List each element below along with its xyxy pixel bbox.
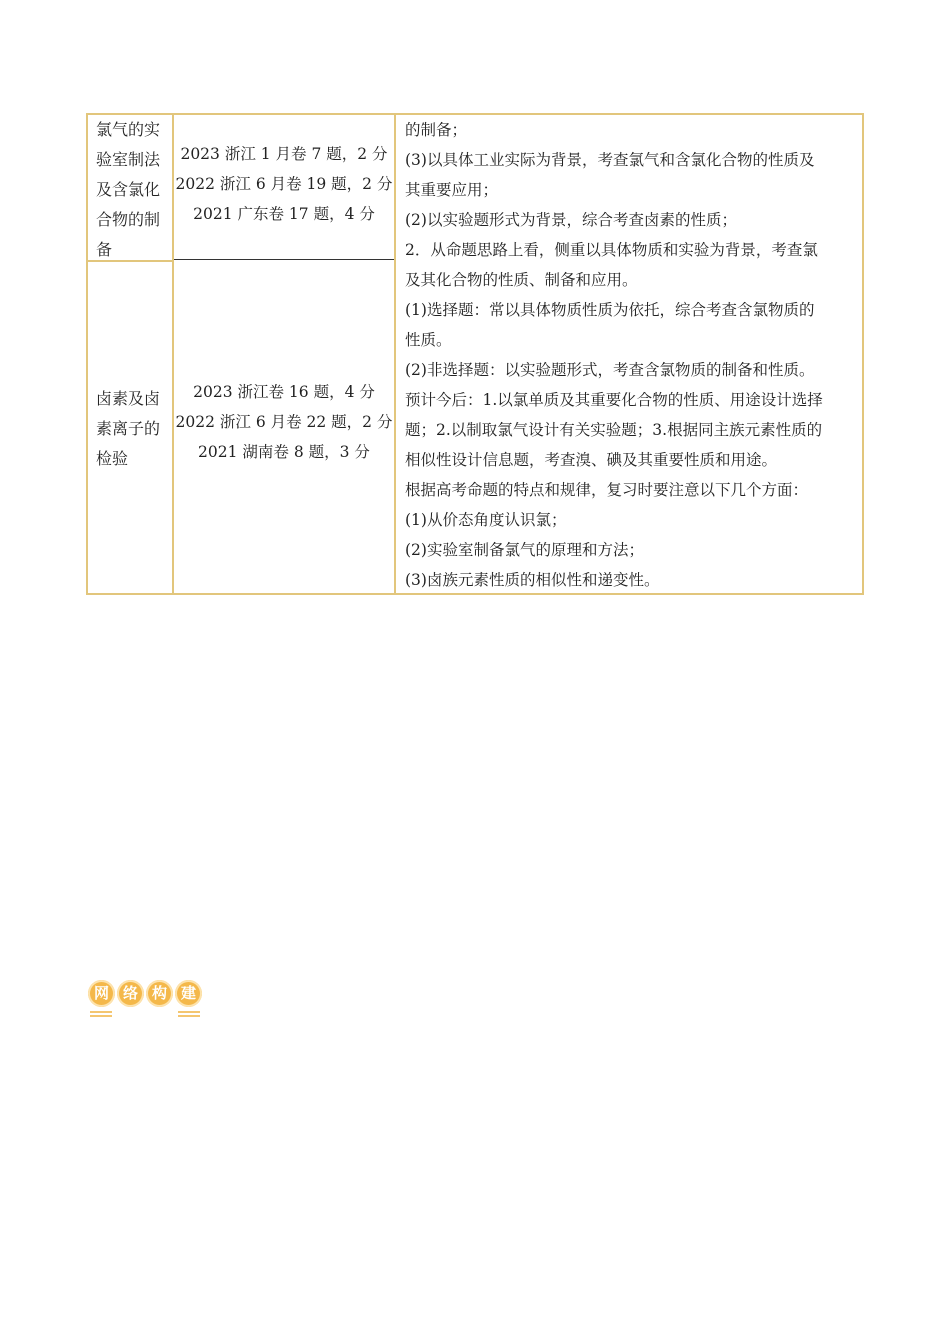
badge-underline (178, 1011, 200, 1013)
exam-entry: 2023 浙江卷 16 题，4 分 (193, 383, 375, 401)
analysis-line: 及其化合物的性质、制备和应用。 (405, 271, 638, 289)
section-badge-network-construction (88, 978, 204, 1018)
analysis-line: (3)卤族元素性质的相似性和递变性。 (405, 571, 660, 589)
analysis-line: (1)选择题：常以具体物质性质为依托，综合考查含氯物质的 (405, 301, 815, 319)
analysis-column (396, 115, 862, 593)
exam-entry: 2022 浙江 6 月卷 22 题，2 分 (175, 413, 393, 431)
exam-column (174, 115, 396, 593)
badge-underline (178, 1015, 200, 1017)
badge-char: 络 (117, 980, 144, 1007)
analysis-line: 其重要应用； (405, 181, 499, 199)
analysis-line: 性质。 (405, 331, 452, 349)
exam-entry: 2021 湖南卷 8 题，3 分 (198, 443, 370, 461)
topic-line: 检验 (96, 448, 129, 468)
analysis-line: 题；2.以制取氯气设计有关实验题；3.根据同主族元素性质的 (405, 421, 823, 439)
row-divider (174, 259, 394, 260)
analysis-line: 预计今后：1.以氯单质及其重要化合物的性质、用途设计选择 (405, 391, 823, 409)
topic-line: 备 (96, 240, 113, 259)
analysis-line: (2)实验室制备氯气的原理和方法； (405, 541, 644, 559)
exam-entry: 2022 浙江 6 月卷 19 题，2 分 (175, 175, 393, 193)
analysis-line: (2)以实验题形式为背景，综合考查卤素的性质； (405, 211, 737, 229)
analysis-line: (1)从价态角度认识氯； (405, 511, 567, 529)
analysis-line: (2)非选择题：以实验题形式，考查含氯物质的制备和性质。 (405, 361, 815, 379)
badge-char: 建 (175, 980, 202, 1007)
analysis-line: 根据高考命题的特点和规律，复习时要注意以下几个方面： (405, 481, 809, 499)
topic-line: 氯气的实 (96, 120, 161, 139)
topic-line: 及含氯化 (96, 180, 161, 199)
topic-cell-halogen-detection (88, 260, 172, 595)
analysis-line: 2．从命题思路上看，侧重以具体物质和实验为背景，考查氯 (405, 241, 818, 259)
exam-entry: 2021 广东卷 17 题，4 分 (193, 205, 375, 223)
exam-entry: 2023 浙江 1 月卷 7 题，2 分 (180, 145, 388, 163)
badge-underline (90, 1011, 112, 1013)
topic-line: 素离子的 (96, 418, 161, 438)
topic-line: 合物的制 (96, 210, 161, 229)
topic-column (88, 115, 174, 593)
analysis-line: 相似性设计信息题，考查溴、碘及其重要性质和用途。 (405, 451, 778, 469)
topic-line: 验室制法 (96, 150, 161, 169)
badge-char: 网 (88, 980, 115, 1007)
exam-cell-halogen-detection (174, 377, 394, 467)
topic-cell-chlorine-preparation (88, 115, 172, 260)
badge-underline (90, 1015, 112, 1017)
exam-cell-chlorine-preparation (174, 139, 394, 259)
topic-line: 卤素及卤 (96, 388, 161, 408)
analysis-line: 的制备； (405, 121, 468, 139)
badge-char: 构 (146, 980, 173, 1007)
exam-analysis-table (86, 113, 864, 595)
analysis-line: (3)以具体工业实际为背景，考查氯气和含氯化合物的性质及 (405, 151, 815, 169)
